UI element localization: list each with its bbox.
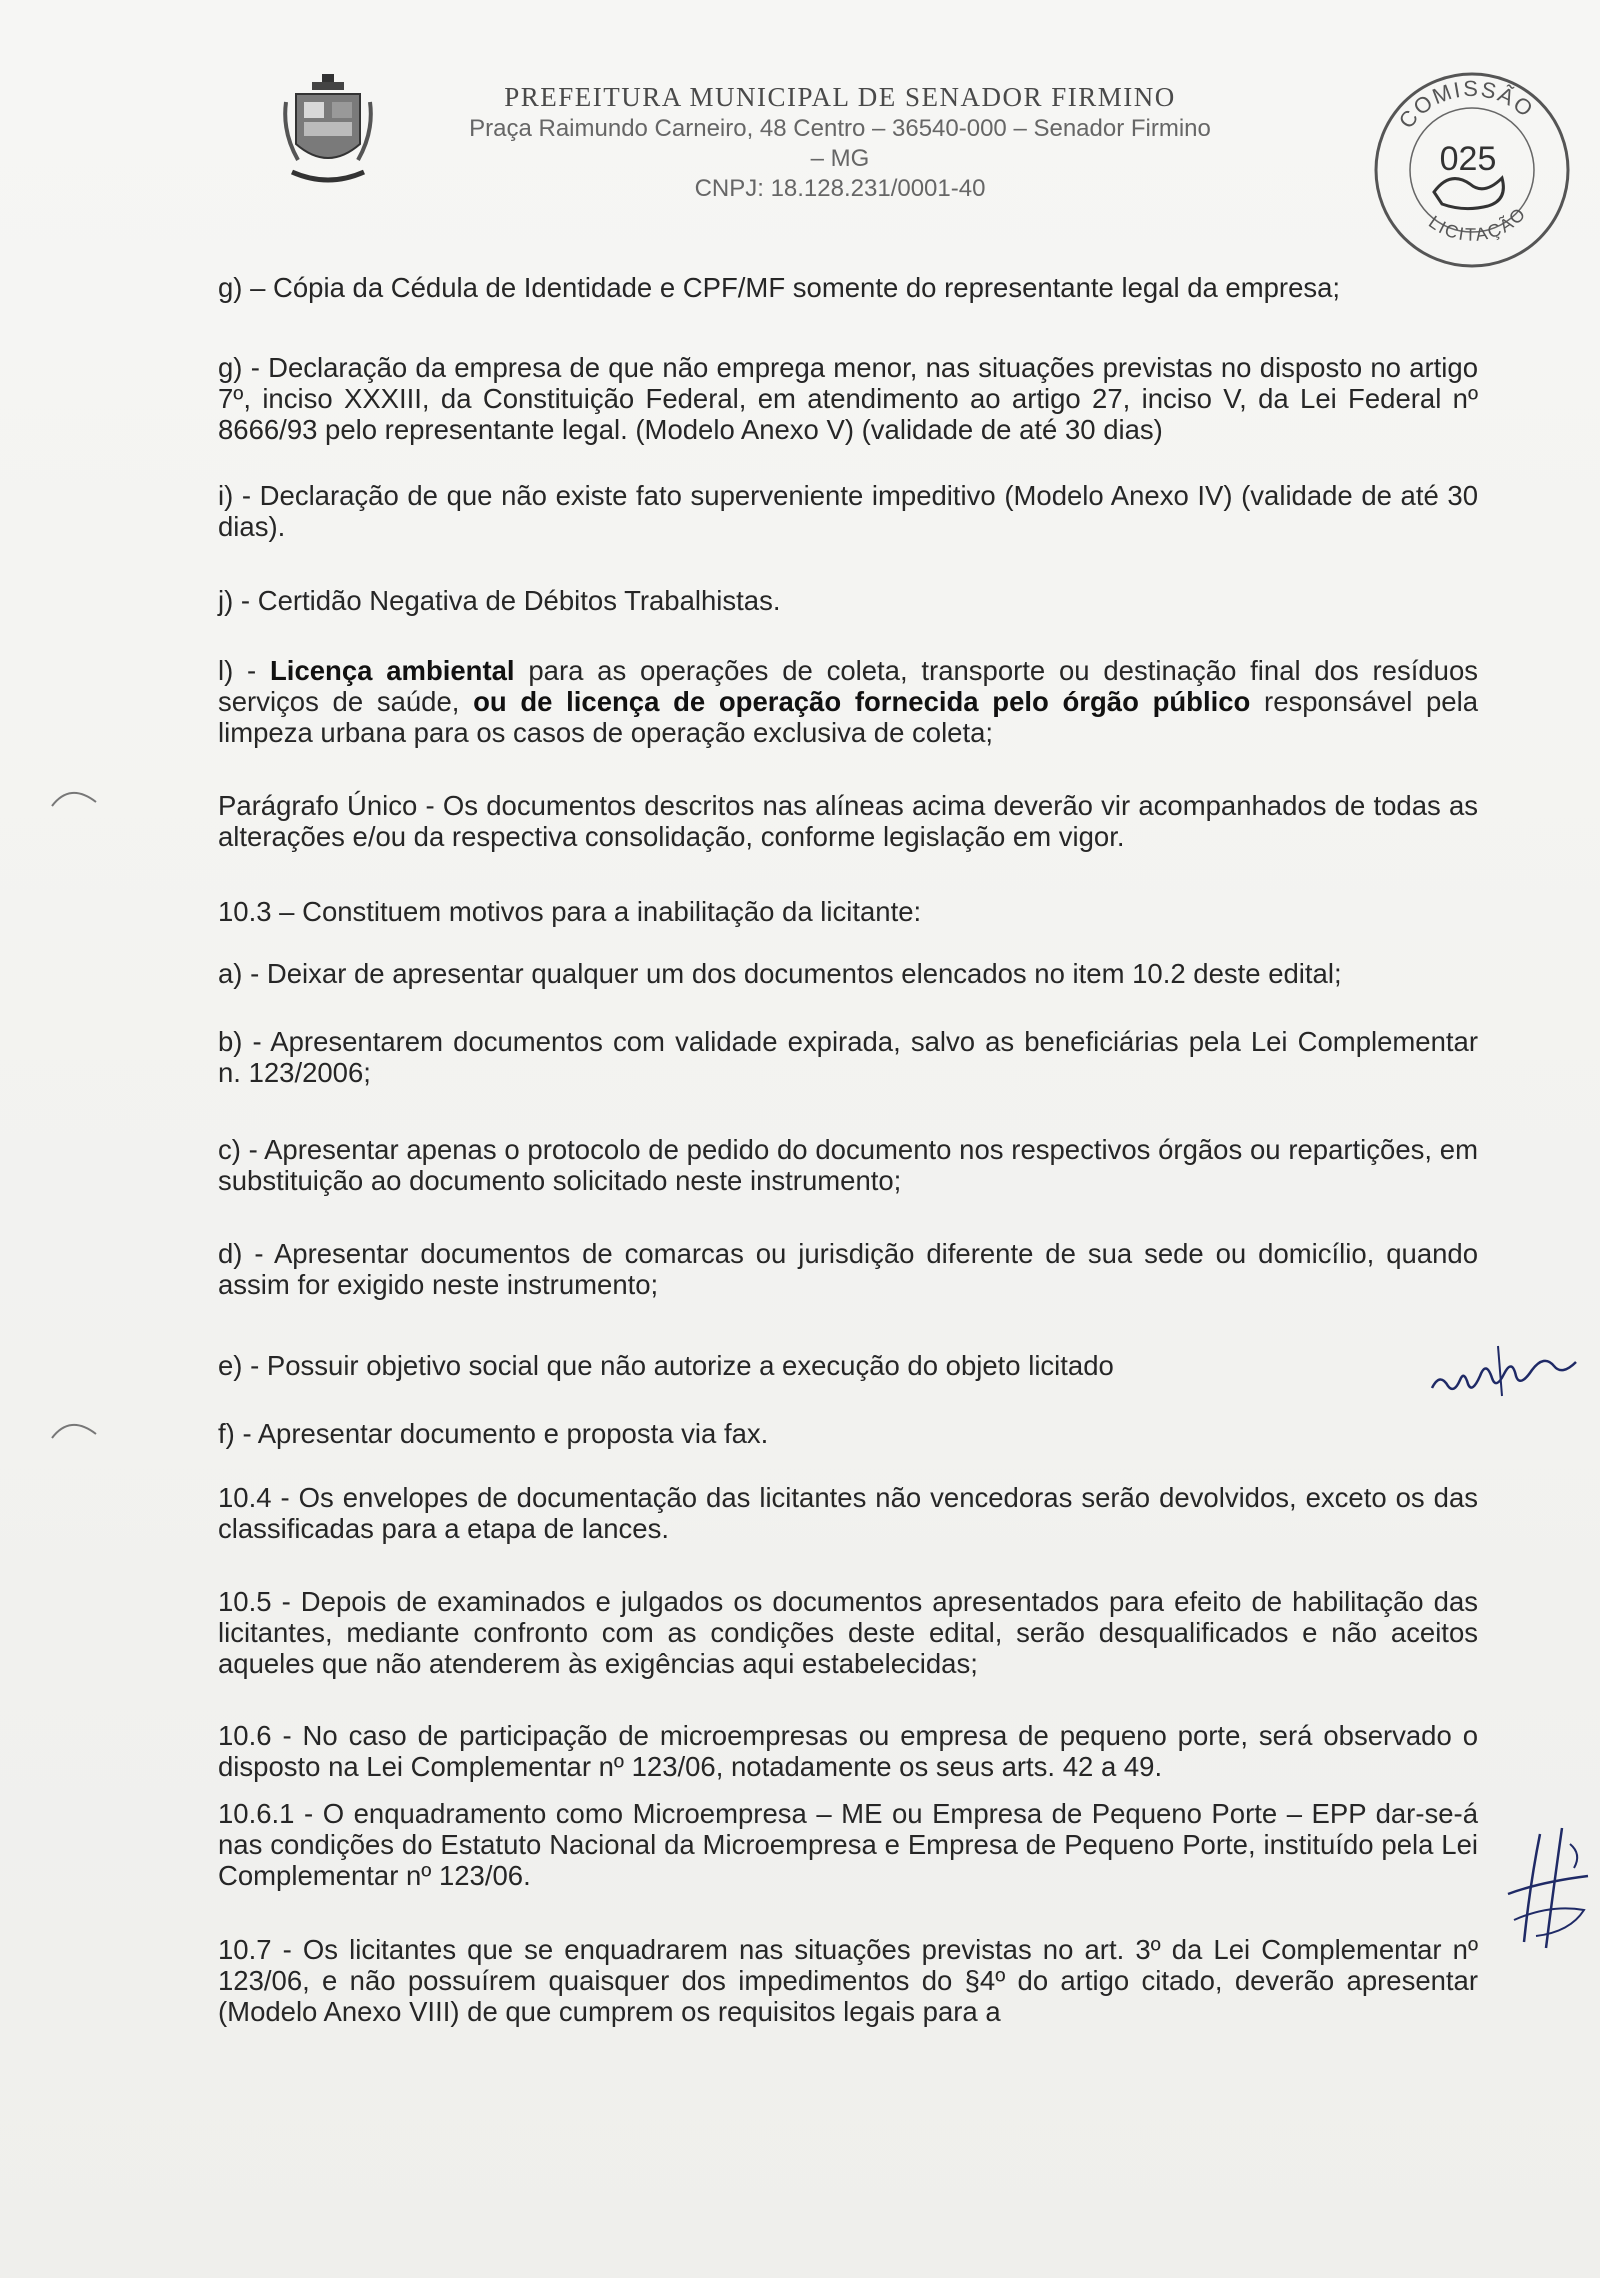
binding-hole-mark-bottom (48, 1412, 100, 1442)
item-l-bold-1: Licença ambiental (270, 655, 515, 686)
item-l-prefix: l) - (218, 655, 270, 686)
organization-address: Praça Raimundo Carneiro, 48 Centro – 36540-000 – Senador Firmino – MG (469, 115, 1211, 172)
item-10-3-f: f) - Apresentar documento e proposta via fax. (218, 1418, 769, 1449)
section-10-3-heading: 10.3 – Constituem motivos para a inabilitação da licitante: (218, 896, 922, 927)
organization-name: PREFEITURA MUNICIPAL DE SENADOR FIRMINO (504, 82, 1176, 112)
organization-cnpj: CNPJ: 18.128.231/0001-40 (694, 175, 986, 202)
commission-stamp-icon (1368, 66, 1576, 274)
stamp-top-text: COMISSÃO (1393, 75, 1540, 134)
section-10-5: 10.5 - Depois de examinados e julgados os documentos apresentados para efeito de habilitação das licitantes, mediante confronto com as condições deste edital, serão desqualificados e não aceitos aqueles que não atenderem às exigências aqui estabelecidas; (218, 1586, 1478, 1679)
item-10-3-e: e) - Possuir objetivo social que não autorize a execução do objeto licitado (218, 1350, 1114, 1381)
section-10-6: 10.6 - No caso de participação de microempresas ou empresa de pequeno porte, será observado o disposto na Lei Complementar nº 123/06, notadamente os seus arts. 42 a 49. (218, 1720, 1478, 1782)
item-j-certificate: j) - Certidão Negativa de Débitos Trabalhistas. (218, 585, 781, 616)
item-10-3-b: b) - Apresentarem documentos com validade expirada, salvo as beneficiárias pela Lei Complementar n. 123/2006; (218, 1026, 1478, 1088)
item-i-declaration: i) - Declaração de que não existe fato superveniente impeditivo (Modelo Anexo IV) (validade de até 30 dias). (218, 480, 1478, 542)
section-10-7: 10.7 - Os licitantes que se enquadrarem nas situações previstas no art. 3º da Lei Complementar nº 123/06, e não possuírem quaisquer dos impedimentos do §4º do artigo citado, deverão apresentar (Modelo Anexo VIII) de que cumprem os requisitos legais para a (218, 1934, 1478, 2027)
item-l-middle: para as operações de coleta, transporte ou destinação final dos resíduos serviços de saúde, (218, 655, 1478, 717)
paragrafo-unico: Parágrafo Único - Os documentos descritos nas alíneas acima deverão vir acompanhados de todas as alterações e/ou da respectiva consolidação, conforme legislação em vigor. (218, 790, 1478, 852)
item-l-license (218, 655, 1478, 748)
item-g-identity: g) – Cópia da Cédula de Identidade e CPF/MF somente do representante legal da empresa; (218, 272, 1341, 303)
stamp-number: 025 (1439, 140, 1497, 178)
item-10-3-a: a) - Deixar de apresentar qualquer um dos documentos elencados no item 10.2 deste edital; (218, 958, 1342, 989)
section-10-6-1: 10.6.1 - O enquadramento como Microempresa – ME ou Empresa de Pequeno Porte – EPP dar-se-á nas condições do Estatuto Nacional da Microempresa e Empresa de Pequeno Porte, instituído pela Lei Complementar nº 123/06. (218, 1798, 1478, 1891)
municipal-crest-icon (282, 72, 374, 190)
binding-hole-mark-top (48, 780, 100, 810)
item-g-minor-declaration: g) - Declaração da empresa de que não emprega menor, nas situações previstas no disposto no artigo 7º, inciso XXXIII, da Constituição Federal, em atendimento ao artigo 27, inciso V, da Lei Federal nº 8666/93 pelo representante legal. (Modelo Anexo V) (validade de até 30 dias) (218, 352, 1478, 445)
item-l-bold-2: ou de licença de operação fornecida pelo órgão público (473, 686, 1251, 717)
handwritten-rubric-icon (1424, 1336, 1584, 1406)
item-10-3-d: d) - Apresentar documentos de comarcas ou jurisdição diferente de sua sede ou domicílio, quando assim for exigido neste instrumento; (218, 1238, 1478, 1300)
letterhead (460, 80, 1220, 204)
stamp-bottom-text: LICITAÇÃO (1425, 202, 1531, 245)
item-l-end: responsável pela limpeza urbana para os casos de operação exclusiva de coleta; (218, 686, 1478, 748)
section-10-4: 10.4 - Os envelopes de documentação das licitantes não vencedoras serão devolvidos, exceto os das classificadas para a etapa de lances. (218, 1482, 1478, 1544)
item-10-3-c: c) - Apresentar apenas o protocolo de pedido do documento nos respectivos órgãos ou repartições, em substituição ao documento solicitado neste instrumento; (218, 1134, 1478, 1196)
handwritten-initials-icon (1500, 1824, 1596, 1954)
